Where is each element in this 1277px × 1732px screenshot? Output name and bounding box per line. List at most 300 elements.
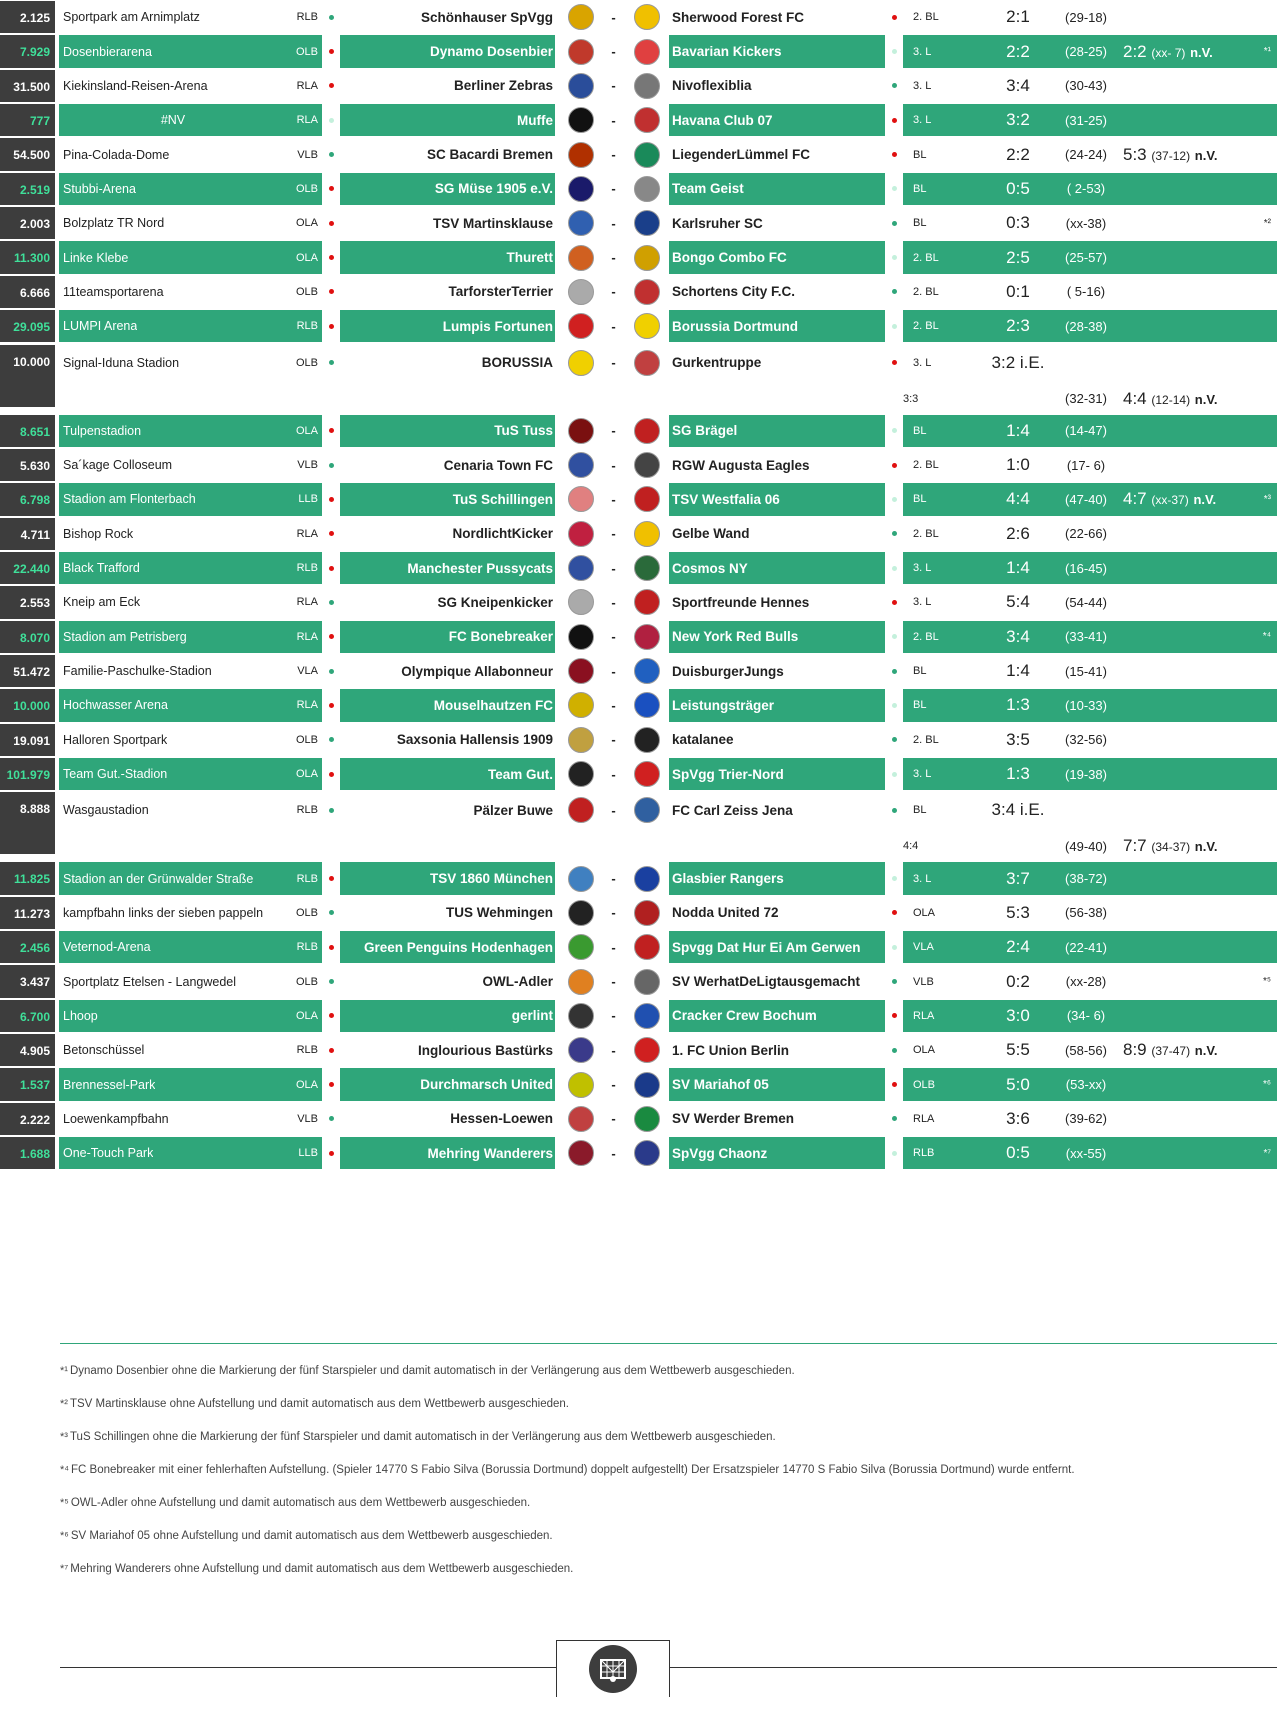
home-team[interactable]: SC Bacardi Bremen [426,147,553,163]
home-team[interactable]: TUS Wehmingen [445,905,553,921]
venue-name: Bishop Rock [63,526,134,541]
away-crest-icon [624,931,669,963]
home-team[interactable]: FC Bonebreaker [340,621,555,653]
away-team[interactable]: 1. FC Union Berlin [672,1042,790,1058]
home-team[interactable]: Thurett [340,241,555,273]
attendance: 11.825 [0,862,55,894]
home-division: LLB [298,493,318,506]
home-status-dot [322,415,340,447]
home-division: RLB [296,804,318,817]
home-crest-icon [558,965,603,997]
home-team[interactable]: TuS Schillingen [340,483,555,515]
footnote [60,1420,1277,1453]
away-team[interactable]: Cosmos NY [669,552,885,584]
away-status-dot [885,35,903,67]
away-team[interactable]: New York Red Bulls [669,621,885,653]
venue-name: Kiekinsland-Reisen-Arena [63,78,208,93]
separator: - [611,147,616,163]
home-status-dot [322,655,340,687]
score: 5:0 [1006,1074,1030,1094]
venue-cell [59,1000,322,1032]
home-team[interactable]: Saxsonia Hallensis 1909 [396,732,553,748]
half-points: (28-38) [1065,318,1107,334]
away-team[interactable]: Schortens City F.C. [672,284,796,300]
match-row [0,344,1277,408]
home-crest-icon [558,1000,603,1032]
home-team[interactable]: NordlichtKicker [452,526,553,542]
footnote-mark: *³ [60,1430,68,1443]
result-cell [903,207,1277,239]
venue-name: Wasgaustadion [63,803,149,818]
match-row [0,414,1277,448]
half-points: ( 2-53) [1066,181,1106,197]
away-status-dot [885,621,903,653]
home-division: VLB [297,459,318,472]
away-division: 2. BL [913,459,939,472]
away-division: OLB [913,1078,936,1091]
separator: - [611,629,616,645]
home-team[interactable]: TSV Martinsklause [432,215,553,231]
footnote-text: FC Bonebreaker mit einer fehlerhaften Aufstellung. (Spieler 14770 S Fabio Silva (Borussia Dortmund) doppelt aufgestellt) Der Ersatzspieler 14770 S Fabio Silva (Borussia Dortmund) wurde entfernt. [71,1463,1075,1476]
away-team[interactable]: SV Werder Bremen [672,1111,795,1127]
extra-points: (xx-37) [1151,493,1189,508]
result-cell [903,1068,1277,1100]
home-team[interactable]: gerlint [340,1000,555,1032]
home-team[interactable]: Durchmarsch United [340,1068,555,1100]
venue-cell [59,310,322,342]
attendance: 6.798 [0,483,55,515]
away-crest-icon [624,138,669,170]
footnote-mark: *⁴ [1262,631,1271,643]
half-points: (16-45) [1065,560,1107,576]
venue-name: Halloren Sportpark [63,732,168,747]
away-crest-icon [624,207,669,239]
result-cell [903,724,1277,756]
footnote-text: Dynamo Dosenbier ohne die Markierung der fünf Starspieler und damit automatisch in der Verlängerung aus dem Wettbewerb ausgeschieden. [69,1364,795,1377]
footnote-mark: *⁷ [60,1562,69,1575]
match-row [0,1102,1277,1136]
away-status-dot [885,70,903,102]
away-status-dot [885,518,903,550]
away-team[interactable]: TSV Westfalia 06 [669,483,885,515]
home-crest-icon [558,35,603,67]
footnote-mark: *⁵ [1262,976,1271,988]
home-status-dot [322,104,340,136]
away-status-dot [885,689,903,721]
match-row [0,757,1277,791]
venue-cell [59,241,322,273]
home-crest-icon [558,415,603,447]
home-status-dot [322,792,340,828]
score: 0:1 [1006,281,1030,301]
result-cell [903,552,1277,584]
half-points: (58-56) [1065,1042,1107,1058]
venue-cell [59,276,322,308]
half-points: (15-41) [1065,663,1107,679]
away-team[interactable]: DuisburgerJungs [672,663,784,679]
result-cell [903,621,1277,653]
home-team[interactable]: Olympique Allabonneur [401,663,553,679]
attendance: 4.711 [0,518,55,550]
away-team[interactable]: Karlsruher SC [672,215,763,231]
away-status-dot [885,1,903,33]
away-status-dot [885,345,903,381]
away-team[interactable]: Sherwood Forest FC [672,9,805,25]
result-cell [903,138,1277,170]
half-points: (30-43) [1065,78,1107,94]
separator: - [611,939,616,955]
home-crest-icon [558,552,603,584]
match-row [0,275,1277,309]
home-status-dot [322,1034,340,1066]
attendance: 11.300 [0,241,55,273]
second-result [903,382,1277,416]
away-crest-icon [624,552,669,584]
away-team[interactable]: Cracker Crew Bochum [669,1000,885,1032]
home-division: OLB [295,356,318,369]
venue-cell [59,655,322,687]
score: 3:6 [1006,1108,1030,1128]
away-crest-icon [624,1,669,33]
home-division: RLB [296,941,318,954]
footnote-mark: *³ [1263,493,1271,505]
venue-cell [59,518,322,550]
result-cell [903,689,1277,721]
score: 1:3 [1006,764,1030,784]
home-team[interactable]: Dynamo Dosenbier [340,35,555,67]
home-team[interactable]: TSV 1860 München [340,862,555,894]
separator: - [611,802,616,818]
home-crest-icon [558,70,603,102]
result-cell [903,241,1277,273]
home-team[interactable]: Manchester Pussycats [340,552,555,584]
away-team[interactable]: Glasbier Rangers [669,862,885,894]
home-status-dot [322,70,340,102]
half-points: (29-18) [1065,9,1107,25]
away-division: 2. BL [913,733,939,746]
home-status-dot [322,724,340,756]
result-cell [903,345,1277,381]
score: 2:6 [1006,523,1030,543]
home-status-dot [322,207,340,239]
away-crest-icon [624,70,669,102]
home-team[interactable]: Muffe [340,104,555,136]
away-crest-icon [624,104,669,136]
separator: - [611,215,616,231]
away-crest-icon [624,724,669,756]
home-status-dot [322,276,340,308]
venue-cell [59,70,322,102]
home-status-dot [322,345,340,381]
match-row [0,654,1277,688]
away-division: 3. L [913,114,932,127]
result-cell [903,1103,1277,1135]
separator: - [611,78,616,94]
venue-name: Signal-Iduna Stadion [63,355,180,370]
half-points: (28-25) [1065,44,1107,60]
home-team[interactable]: SG Müse 1905 e.V. [340,173,555,205]
away-team[interactable]: Bavarian Kickers [669,35,885,67]
venue-name: Sportplatz Etelsen - Langwedel [63,974,237,989]
match-row [0,137,1277,171]
home-team[interactable]: BORUSSIA [481,355,553,370]
extra-score: 5:3 [1123,144,1147,164]
venue-name: #NV [160,113,186,128]
away-team[interactable]: Team Geist [669,173,885,205]
extra-time [1123,489,1216,509]
home-status-dot [322,931,340,963]
away-crest-icon [624,758,669,790]
away-crest-icon [624,792,669,828]
home-team[interactable]: OWL-Adler [482,974,553,990]
home-team[interactable]: Inglourious Bastürks [417,1042,553,1058]
nv-label: n.V. [1190,44,1213,60]
home-division: LLB [298,1147,318,1160]
match-row [0,0,1277,34]
away-division: VLB [913,975,934,988]
home-team[interactable]: SG Kneipenkicker [437,594,553,610]
attendance: 7.929 [0,35,55,67]
home-crest-icon [558,689,603,721]
away-crest-icon [624,689,669,721]
venue-cell [59,173,322,205]
match-row [0,930,1277,964]
away-crest-icon [624,35,669,67]
away-division: 3. L [913,562,932,575]
home-team[interactable]: Berliner Zebras [453,78,553,94]
second-extra [1123,389,1217,409]
footnote [60,1387,1277,1420]
home-team[interactable]: Green Penguins Hodenhagen [340,931,555,963]
result-cell [903,1034,1277,1066]
half-points: (31-25) [1065,112,1107,128]
extra-score: 8:9 [1123,1040,1147,1060]
venue-name: Kneip am Eck [63,595,141,610]
footnote-text: TSV Martinsklause ohne Aufstellung und damit automatisch aus dem Wettbewerb ausgeschieden. [69,1397,569,1410]
home-crest-icon [558,724,603,756]
away-status-dot [885,138,903,170]
away-team[interactable]: Nivoflexiblia [672,78,752,94]
home-crest-icon [558,1034,603,1066]
away-team[interactable]: katalanee [672,732,734,748]
nv-label: n.V. [1194,1043,1218,1059]
away-team[interactable]: Gelbe Wand [672,526,750,542]
away-team[interactable]: RGW Augusta Eagles [672,457,810,473]
away-crest-icon [624,621,669,653]
separator: - [611,526,616,542]
away-status-dot [885,1068,903,1100]
home-team[interactable]: Mehring Wanderers [340,1137,555,1169]
separator: - [611,44,616,60]
home-status-dot [322,518,340,550]
home-division: RLB [296,320,318,333]
footnotes [60,1343,1277,1585]
away-team[interactable]: SpVgg Trier-Nord [669,758,885,790]
away-division: VLA [913,941,934,954]
half-points: ( 5-16) [1066,284,1106,300]
match-row [0,896,1277,930]
home-team[interactable]: Mouselhautzen FC [340,689,555,721]
away-crest-icon [624,862,669,894]
separator: - [611,974,616,990]
attendance: 8.070 [0,621,55,653]
away-team[interactable]: LiegenderLümmel FC [672,147,811,163]
home-division: RLB [296,1044,318,1057]
away-status-dot [885,415,903,447]
extra-time [1123,145,1217,165]
home-status-dot [322,862,340,894]
venue-cell [59,586,322,618]
home-division: OLA [295,251,318,264]
footnote-mark: *⁵ [60,1496,69,1509]
score: 5:5 [1006,1040,1030,1060]
home-status-dot [322,586,340,618]
second-extra-points: (12-14) [1151,392,1191,407]
home-team[interactable]: Schönhauser SpVgg [420,9,553,25]
result-cell [903,586,1277,618]
result-cell [903,483,1277,515]
attendance: 19.091 [0,724,55,756]
extra-points: (37-47) [1151,1044,1191,1059]
venue-name: kampfbahn links der sieben pappeln [63,905,264,920]
away-team[interactable]: Havana Club 07 [669,104,885,136]
away-team[interactable]: SpVgg Chaonz [669,1137,885,1169]
score: 1:4 [1006,558,1030,578]
match-row [0,620,1277,654]
away-status-dot [885,1034,903,1066]
away-team[interactable]: SV WerhatDeLigtausgemacht [672,974,861,990]
match-row [0,585,1277,619]
venue-name: Bolzplatz TR Nord [63,216,165,231]
home-crest-icon [558,897,603,929]
home-crest-icon [558,586,603,618]
home-status-dot [322,621,340,653]
home-division: OLB [295,45,318,58]
goal-net-icon [589,1645,637,1693]
away-team[interactable]: FC Carl Zeiss Jena [672,802,793,818]
attendance: 2.519 [0,173,55,205]
match-row [0,69,1277,103]
away-status-dot [885,241,903,273]
away-crest-icon [624,276,669,308]
venue-name: Tulpenstadion [63,423,142,438]
home-crest-icon [558,862,603,894]
separator: - [611,663,616,679]
score: 3:4 [1006,626,1030,646]
away-crest-icon [624,1103,669,1135]
away-crest-icon [624,1000,669,1032]
away-team[interactable]: Nodda United 72 [672,905,779,921]
venue-cell [59,1068,322,1100]
away-division: BL [913,665,927,678]
venue-name: Stadion an der Grünwalder Straße [63,871,254,886]
away-team[interactable]: SG Brägel [669,415,885,447]
result-cell [903,415,1277,447]
away-status-dot [885,483,903,515]
home-crest-icon [558,483,603,515]
venue-cell [59,345,322,381]
away-team[interactable]: Borussia Dortmund [669,310,885,342]
result-cell [903,518,1277,550]
footnote-mark: *⁶ [60,1529,69,1542]
footnote-mark: *¹ [1263,46,1271,58]
match-row [0,723,1277,757]
footnote-mark: *¹ [60,1364,68,1377]
away-team[interactable]: Sportfreunde Hennes [672,594,810,610]
home-team[interactable]: Pälzer Buwe [473,802,553,818]
half-points: (56-38) [1065,905,1107,921]
home-team[interactable]: Hessen-Loewen [450,1111,553,1127]
venue-cell [59,1,322,33]
footnote-text: Mehring Wanderers ohne Aufstellung und damit automatisch aus dem Wettbewerb ausgeschieden. [70,1562,574,1575]
home-division: OLA [295,768,318,781]
footnote [60,1453,1277,1486]
home-team[interactable]: Cenaria Town FC [443,457,553,473]
separator: - [611,1111,616,1127]
venue-cell [59,552,322,584]
score: 3:0 [1006,1005,1030,1025]
attendance: 5.630 [0,449,55,481]
away-team[interactable]: Leistungsträger [669,689,885,721]
venue-cell [59,449,322,481]
footnote [60,1354,1277,1387]
home-crest-icon [558,655,603,687]
footnote-mark: *⁴ [60,1463,70,1476]
separator: - [611,491,616,507]
score: 3:2 [1006,110,1030,130]
half-points: (24-24) [1065,147,1107,163]
venue-name: Black Trafford [63,561,140,576]
separator: - [611,1008,616,1024]
home-team[interactable]: Team Gut. [340,758,555,790]
extra-score: 2:2 [1123,41,1147,61]
home-team[interactable]: TarforsterTerrier [448,284,553,300]
away-division: BL [913,424,927,437]
home-crest-icon [558,792,603,828]
match-row [0,688,1277,722]
separator: - [611,1077,616,1093]
away-team[interactable]: Spvgg Dat Hur Ei Am Gerwen [669,931,885,963]
score: 2:4 [1006,937,1030,957]
away-status-dot [885,586,903,618]
score: 0:2 [1006,971,1030,991]
away-division: 3. L [913,872,932,885]
home-status-dot [322,449,340,481]
away-team[interactable]: Gurkentruppe [672,355,762,370]
away-status-dot [885,173,903,205]
attendance: 31.500 [0,70,55,102]
attendance: 11.273 [0,897,55,929]
score: 1:4 [1006,420,1030,440]
half-points: (19-38) [1065,766,1107,782]
home-team[interactable]: Lumpis Fortunen [340,310,555,342]
home-team[interactable]: TuS Tuss [340,415,555,447]
attendance: 101.979 [0,758,55,790]
away-team[interactable]: Bongo Combo FC [669,241,885,273]
away-team[interactable]: SV Mariahof 05 [669,1068,885,1100]
home-crest-icon [558,173,603,205]
result-cell [903,897,1277,929]
home-status-dot [322,483,340,515]
venue-cell [59,415,322,447]
footnote-mark: *² [1263,217,1271,229]
away-division: 3. L [913,356,932,369]
separator: - [611,732,616,748]
away-division: 3. L [913,596,932,609]
away-division: RLB [913,1147,935,1160]
half-points: (39-62) [1065,1111,1107,1127]
half-points: (47-40) [1065,491,1107,507]
